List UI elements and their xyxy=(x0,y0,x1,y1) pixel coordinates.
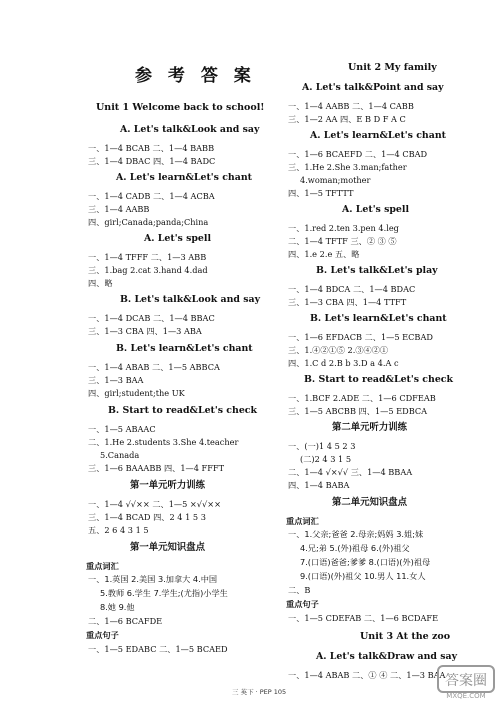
left-line: 重点词汇 xyxy=(86,561,119,571)
right-line: 三、1—3 CBA 四、1—4 TTFT xyxy=(288,297,407,307)
right-line: 三、1.He 2.She 3.man;father xyxy=(288,162,407,172)
left-line: A. Let's learn&Let's chant xyxy=(116,172,252,183)
right-line: 四、1.e 2.e 五、略 xyxy=(288,249,360,259)
right-line: 一、1.red 2.ten 3.pen 4.leg xyxy=(288,223,399,233)
left-line: 三、1—3 BAA xyxy=(88,375,144,385)
right-line: 重点句子 xyxy=(286,599,319,609)
left-line: B. Let's talk&Look and say xyxy=(120,294,261,305)
right-line: 二、1—4 √×√√ 三、1—4 BBAA xyxy=(288,467,413,477)
left-line: B. Start to read&Let's check xyxy=(108,405,257,416)
left-line: 第一单元知识盘点 xyxy=(130,542,206,553)
right-line: B. Start to read&Let's check xyxy=(304,374,453,385)
left-line: 5.Canada xyxy=(100,450,140,460)
left-line: 一、1—4 ABAB 二、1—5 ABBCA xyxy=(88,362,220,372)
right-line: 4.woman;mother xyxy=(300,175,371,185)
right-line: 四、1.C d 2.B b 3.D a 4.A c xyxy=(288,358,399,368)
left-line: 一、1—4 DCAB 二、1—4 BBAC xyxy=(88,313,215,323)
right-line: 一、1—5 CDEFAB 二、1—6 BCDAFE xyxy=(288,613,439,623)
left-line: 三、1—6 BAAABB 四、1—4 FFFT xyxy=(88,463,225,473)
page-title: 参 考 答 案 xyxy=(135,66,256,86)
right-line: 二、1—4 TFTF 三、② ③ ⑤ xyxy=(288,236,397,246)
left-line: 三、1—4 AABB xyxy=(88,204,150,214)
left-line: A. Let's talk&Look and say xyxy=(120,124,260,135)
watermark-logo xyxy=(436,664,496,700)
right-line: Unit 3 At the zoo xyxy=(360,631,451,642)
right-line: 四、1—4 BABA xyxy=(288,480,350,490)
right-line: 重点词汇 xyxy=(286,516,319,526)
left-line: 三、1—3 CBA 四、1—3 ABA xyxy=(88,326,202,336)
right-line: 二、B xyxy=(288,585,311,595)
left-line: 5.教师 6.学生 7.学生;(尤指)小学生 xyxy=(100,588,228,598)
right-line: 三、1—2 AA 四、E B D F A C xyxy=(288,114,406,124)
right-line: 第二单元知识盘点 xyxy=(332,497,408,508)
left-line: 四、girl;Canada;panda;China xyxy=(88,217,209,227)
svg-text:MXQE.COM: MXQE.COM xyxy=(446,692,486,700)
left-line: 一、1.英国 2.美国 3.加拿大 4.中国 xyxy=(88,574,218,584)
left-line: 四、略 xyxy=(88,278,113,288)
right-line: 一、1—4 ABAB 二、① ④ 二、1—3 BAA xyxy=(288,670,446,680)
left-line: 三、1.bag 2.cat 3.hand 4.dad xyxy=(88,265,208,275)
right-line: 一、1—4 AABB 二、1—4 CABB xyxy=(288,101,414,111)
left-line: 一、1—4 TFFF 二、1—3 ABB xyxy=(88,252,207,262)
left-line: A. Let's spell xyxy=(144,233,212,244)
left-line: 三、1—4 DBAC 四、1—4 BADC xyxy=(88,156,216,166)
left-line: 8.她 9.他 xyxy=(100,602,135,612)
left-line: 第一单元听力训练 xyxy=(130,480,206,491)
right-line: A. Let's talk&Point and say xyxy=(302,82,444,93)
right-line: 一、1.父亲;爸爸 2.母亲;妈妈 3.姐;妹 xyxy=(288,529,424,539)
right-line: 一、1—4 BDCA 二、1—4 BDAC xyxy=(288,284,416,294)
right-line: B. Let's learn&Let's chant xyxy=(310,313,447,324)
right-line: 7.(口语)爸爸;爹爹 8.(口语)(外)祖母 xyxy=(300,557,431,567)
right-line: 一、1—6 EFDACB 二、1—5 ECBAD xyxy=(288,332,433,342)
right-line: 第二单元听力训练 xyxy=(332,422,408,433)
left-line: 一、1—4 √√×× 二、1—5 ×√√×× xyxy=(88,499,221,509)
right-line: 一、1—6 BCAEFD 二、1—4 CBAD xyxy=(288,149,428,159)
left-line: 一、1—5 ABAAC xyxy=(88,424,156,434)
right-line: Unit 2 My family xyxy=(348,62,437,73)
right-line: 三、1.④②①⑤ 2.③④②① xyxy=(288,345,389,355)
right-line: 4.兄;弟 5.(外)祖母 6.(外)祖父 xyxy=(300,543,410,553)
svg-text:答案圈: 答案圈 xyxy=(445,673,487,689)
right-line: (二)2 4 3 1 5 xyxy=(300,454,352,464)
right-line: 9.(口语)(外)祖父 10.男人 11.女人 xyxy=(300,571,426,581)
left-line: 五、2 6 4 3 1 5 xyxy=(88,525,149,535)
left-line: 四、girl;student;the UK xyxy=(88,388,185,398)
left-line: 二、1—6 BCAFDE xyxy=(88,616,163,626)
page-footer: 三 英下 · PEP 105 xyxy=(232,688,287,696)
left-line: Unit 1 Welcome back to school! xyxy=(96,102,265,113)
right-line: 一、1.BCF 2.ADE 二、1—6 CDFEAB xyxy=(288,393,436,403)
left-line: 一、1—5 EDABC 二、1—5 BCAED xyxy=(88,644,228,654)
left-line: 三、1—4 BCAD 四、2 4 1 5 3 xyxy=(88,512,206,522)
left-line: B. Let's learn&Let's chant xyxy=(116,343,253,354)
right-line: 四、1—5 TFTTT xyxy=(288,188,354,198)
left-line: 重点句子 xyxy=(86,630,119,640)
right-line: 一、(一)1 4 5 2 3 xyxy=(288,441,356,451)
right-line: A. Let's talk&Draw and say xyxy=(316,651,458,662)
left-line: 一、1—4 CADB 二、1—4 ACBA xyxy=(88,191,215,201)
left-line: 一、1—4 BCAB 二、1—4 BABB xyxy=(88,143,215,153)
right-line: B. Let's talk&Let's play xyxy=(316,265,438,276)
right-line: 三、1—5 ABCBB 四、1—5 EDBCA xyxy=(288,406,428,416)
right-line: A. Let's learn&Let's chant xyxy=(310,130,446,141)
left-line: 二、1.He 2.students 3.She 4.teacher xyxy=(88,437,239,447)
right-line: A. Let's spell xyxy=(342,204,410,215)
